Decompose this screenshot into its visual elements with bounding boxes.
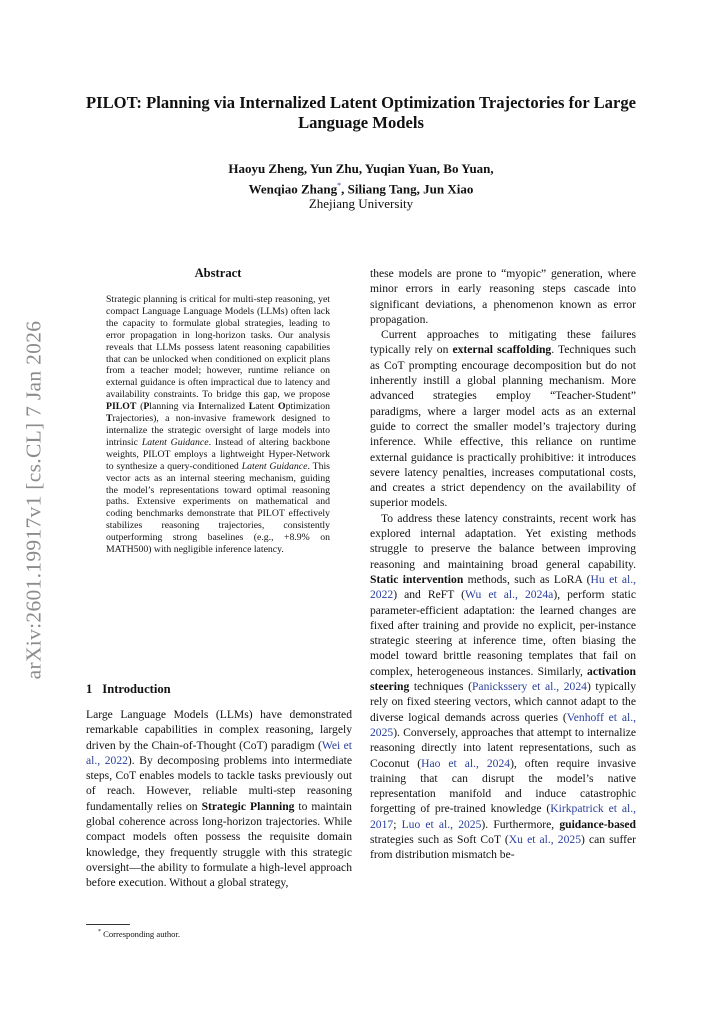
bold-term: Strategic Planning <box>201 799 295 813</box>
body-text: ; <box>393 817 402 831</box>
acronym-letter: I <box>197 401 202 413</box>
body-text: strategies such as Soft CoT ( <box>370 832 509 846</box>
citation-link[interactable]: Wu et al., 2024a <box>465 588 554 602</box>
citation-link[interactable]: Panickssery et al., 2024 <box>471 680 587 694</box>
authors-line-2: , Siliang Tang, Jun Xiao <box>341 181 474 197</box>
body-text: . Techniques such as CoT prompting encourage decomposition but do not inherently instill a global planning mechanism. More advanced strategies employ “Teacher-Student” paradigms, where a larger model acts as an external guide to correct the smaller model’s trajectory during inference. While effective, this reliance on runtime external guidance is practically prohibitive: it introduces severe latency penalties, increases computational costs, and creates a strict dependency on the availability of superior models. <box>370 343 636 510</box>
bold-term: external scaffolding <box>452 343 552 357</box>
body-text: these models are prone to “myopic” generation, where minor errors in early reasoning steps cascade into significant deviations, a phenomenon known as error propagation. <box>370 267 636 326</box>
bold-term: activation steering <box>370 664 636 694</box>
footnote-text: Corresponding author. <box>101 928 181 939</box>
body-text: Large Language Models (LLMs) have demonstrated remarkable capabilities in complex reasoning, largely driven by the Chain-of-Thought (CoT) paradigm ( <box>86 708 352 752</box>
latent-guidance-term: Latent Guidance <box>141 436 209 448</box>
abstract-text: . Instead of altering backbone weights, PILOT employs a lightweight Hyper-Network to synthesize a query-conditioned <box>106 436 330 472</box>
section-title: Introduction <box>102 682 171 696</box>
bold-term: Static intervention <box>370 572 464 586</box>
body-text: ) and ReFT ( <box>393 588 466 602</box>
pilot-name: PILOT <box>106 401 137 413</box>
abstract-body <box>106 294 330 556</box>
acronym-letter: P <box>143 401 150 413</box>
citation-link[interactable]: Hao et al., 2024 <box>421 756 511 770</box>
body-text: ), perform static parameter-efficient adaptation: the learned changes are fixed after training and provide no explicit, per-instance strategic steering at inference time, often biasing the model toward brittle reasoning templates that fail on complex, heterogeneous instances. Similarly, <box>370 588 636 678</box>
latent-guidance-term: Latent Guidance <box>241 460 308 472</box>
citation-link[interactable]: Hu et al., 2022 <box>370 572 636 602</box>
paragraph <box>370 327 636 511</box>
bold-term: guidance-based <box>559 817 636 831</box>
acronym-letter: L <box>248 401 256 413</box>
abstract-text: Strategic planning is critical for multi-step reasoning, yet compact Language Language Models (LLMs) often lack the capacity to formulate global strategies, leading to error propagation in long-horizon tasks. Our analysis reveals that LLMs possess latent reasoning capabilities that can be unlocked when conditioned on explicit plans from a teacher model; however, runtime reliance on external guidance is often impractical due to latency and availability constraints. To bridge this gap, we propose <box>106 294 330 401</box>
corresponding-mark: * <box>337 181 342 190</box>
body-text: methods, such as LoRA ( <box>463 572 591 586</box>
abstract-text: lanning via <box>149 401 198 413</box>
abstract-text: ptimization <box>285 401 330 413</box>
citation-link[interactable]: Xu et al., 2025 <box>508 832 581 846</box>
body-text: ). Conversely, approaches that attempt to internalize reasoning directly into latent representations, such as Coconut ( <box>370 725 636 770</box>
author-list <box>86 160 636 197</box>
authors-line-1: Haoyu Zheng, Yun Zhu, Yuqian Yuan, Bo Yuan, <box>228 161 494 176</box>
body-text: ) can suffer from distribution mismatch be- <box>370 832 636 862</box>
affiliation: Zhejiang University <box>308 196 414 211</box>
abstract-heading: Abstract <box>194 266 242 280</box>
abstract-text: . This vector acts as an internal steering mechanism, guiding the model’s representations toward optimal reasoning paths. Extensive experiments on mathematical and coding benchmarks demonstrate that PILOT effectively stabilizes reasoning trajectories, consistently outperforming strong baselines (e.g., +8.9% on MATH500) with negligible inference latency. <box>106 460 330 556</box>
right-column <box>370 266 636 863</box>
citation-link[interactable]: Kirkpatrick et al., 2017 <box>370 802 636 831</box>
citation-link[interactable]: Luo et al., 2025 <box>401 817 482 831</box>
paper-title: PILOT: Planning via Internalized Latent Optimization Trajectories for Large Language Models <box>86 93 636 132</box>
section-heading-introduction <box>86 682 171 697</box>
abstract-text: rajectories), a non-invasive framework designed to internalize the strategic oversight of large models into intrinsic <box>106 413 330 448</box>
body-text: ), often require invasive training that can disrupt the model’s native representation manifold and induce catastrophic forgetting of pre-trained knowledge ( <box>370 756 637 816</box>
abstract-text: atent <box>255 401 278 413</box>
paragraph <box>370 266 636 327</box>
abstract-text: nternalized <box>201 401 249 413</box>
arxiv-identifier: arXiv:2601.19917v1 [cs.CL] 7 Jan 2026 <box>21 320 46 680</box>
body-text: To address these latency constraints, recent work has explored internal adaptation. Yet existing methods struggle to preserve the balance between improving reasoning and maintaining broad general capability. <box>370 511 636 571</box>
body-text: ). By decomposing problems into intermediate steps, CoT enables models to tackle tasks previously out of reach. However, reliable multi-step reasoning fundamentally relies on <box>86 753 352 813</box>
body-text: Current approaches to mitigating these failures typically rely on <box>370 328 636 357</box>
citation-link[interactable]: Wei et al., 2022 <box>86 738 352 767</box>
body-text: ). Furthermore, <box>481 817 560 831</box>
introduction-paragraph <box>86 707 352 891</box>
arxiv-sidebar-stamp <box>20 300 48 700</box>
abstract-text: ( <box>136 401 144 413</box>
footnote-rule <box>86 924 130 925</box>
author-corresponding: Wenqiao Zhang <box>248 181 338 197</box>
acronym-letter: O <box>277 401 286 413</box>
section-number: 1 <box>86 682 93 696</box>
acronym-letter: T <box>106 413 113 425</box>
citation-link[interactable]: Venhoff et al., 2025 <box>370 710 637 739</box>
footnote-mark: * <box>98 929 101 935</box>
body-text: ) typically rely on fixed steering vectors, which cannot adapt to the diverse logical demands across queries ( <box>370 680 636 724</box>
footnote <box>98 927 180 940</box>
paragraph <box>370 511 636 863</box>
body-text: to maintain global coherence across long-horizon trajectories. While compact models often possess the requisite domain knowledge, they frequently struggle with this strategic oversight—the ability to formulate a high-level approach before execution. Without a global strategy, <box>86 799 352 890</box>
body-text: techniques ( <box>409 680 472 694</box>
